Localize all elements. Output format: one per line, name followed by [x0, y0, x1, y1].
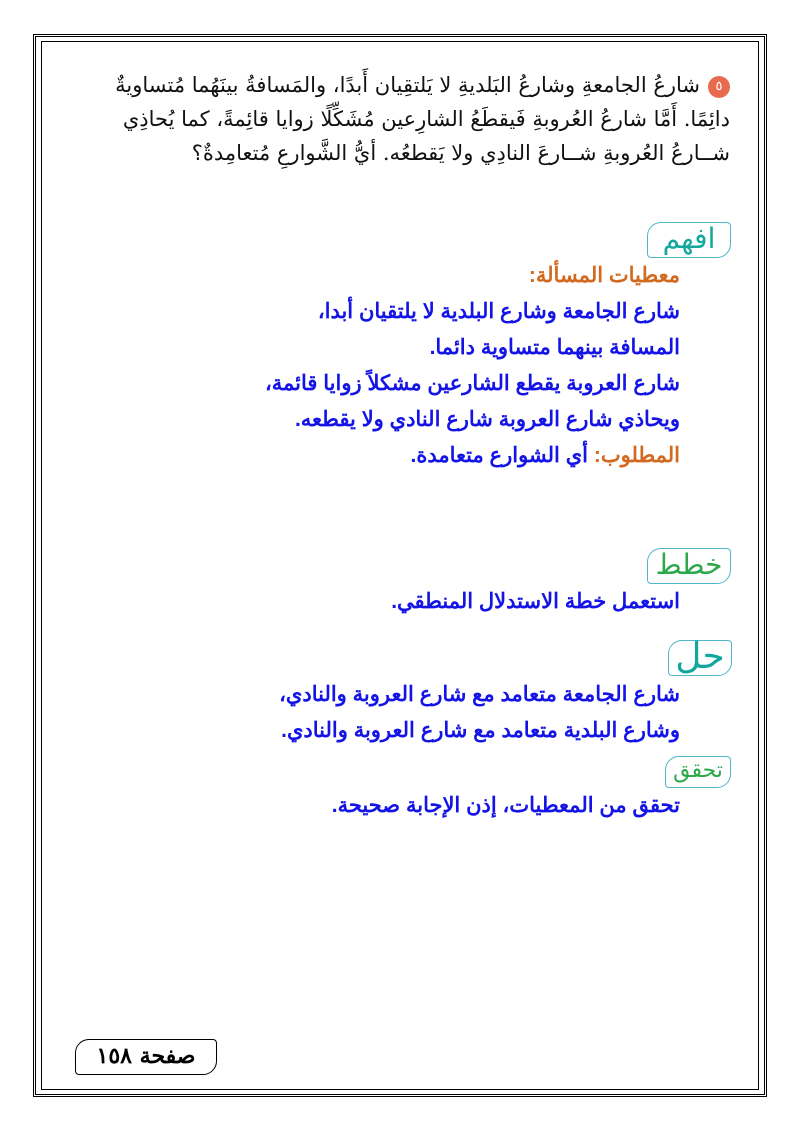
check-content: [332, 788, 680, 824]
problem-statement: [70, 68, 730, 170]
section-label-plan: خطط: [647, 548, 731, 584]
section-label-check: تحقق: [665, 756, 731, 788]
page-number-label: صفحة ١٥٨: [75, 1039, 217, 1075]
problem-text: شارعُ الجامعةِ وشارعُ البَلديةِ لا يَلتقِيان أَبدًا، والمَسافةُ بينَهُما مُتساويةٌ دائِمًا. أَمَّا شارعُ العُروبةِ فَيقطَعُ الشارِعين مُشَكِّلًا زوايا قائِمةً، كما يُحاذِي شــارعُ العُروبةِ شــارعَ النادِي ولا يَقطعُه. أيُّ الشَّوارعِ مُتعامِدةٌ؟: [115, 73, 730, 165]
required-text: أي الشوارع متعامدة.: [410, 444, 594, 467]
given-line-4: ويحاذي شارع العروبة شارع النادي ولا يقطعه.: [294, 408, 680, 431]
plan-content: [391, 584, 680, 620]
solve-line-2: وشارع البلدية متعامد مع شارع العروبة والنادي.: [281, 719, 680, 742]
section-label-solve: حل: [668, 640, 732, 676]
givens-title: معطيات المسألة:: [528, 264, 680, 287]
solve-content: [279, 677, 680, 749]
given-line-1: شارع الجامعة وشارع البلدية لا يلتقيان أبدا،: [317, 300, 680, 323]
given-line-3: شارع العروبة يقطع الشارعين مشكلاً زوايا قائمة،: [264, 372, 680, 395]
plan-line-1: استعمل خطة الاستدلال المنطقي.: [391, 590, 680, 613]
problem-number-badge: ٥: [708, 76, 730, 98]
section-label-understand: افهم: [647, 222, 731, 258]
given-line-2: المسافة بينهما متساوية دائما.: [429, 336, 680, 359]
required-label: المطلوب:: [593, 444, 680, 467]
required-line: [265, 438, 680, 474]
understand-content: [265, 258, 680, 474]
solve-line-1: شارع الجامعة متعامد مع شارع العروبة والنادي،: [279, 683, 680, 706]
check-line-1: تحقق من المعطيات، إذن الإجابة صحيحة.: [331, 794, 680, 817]
